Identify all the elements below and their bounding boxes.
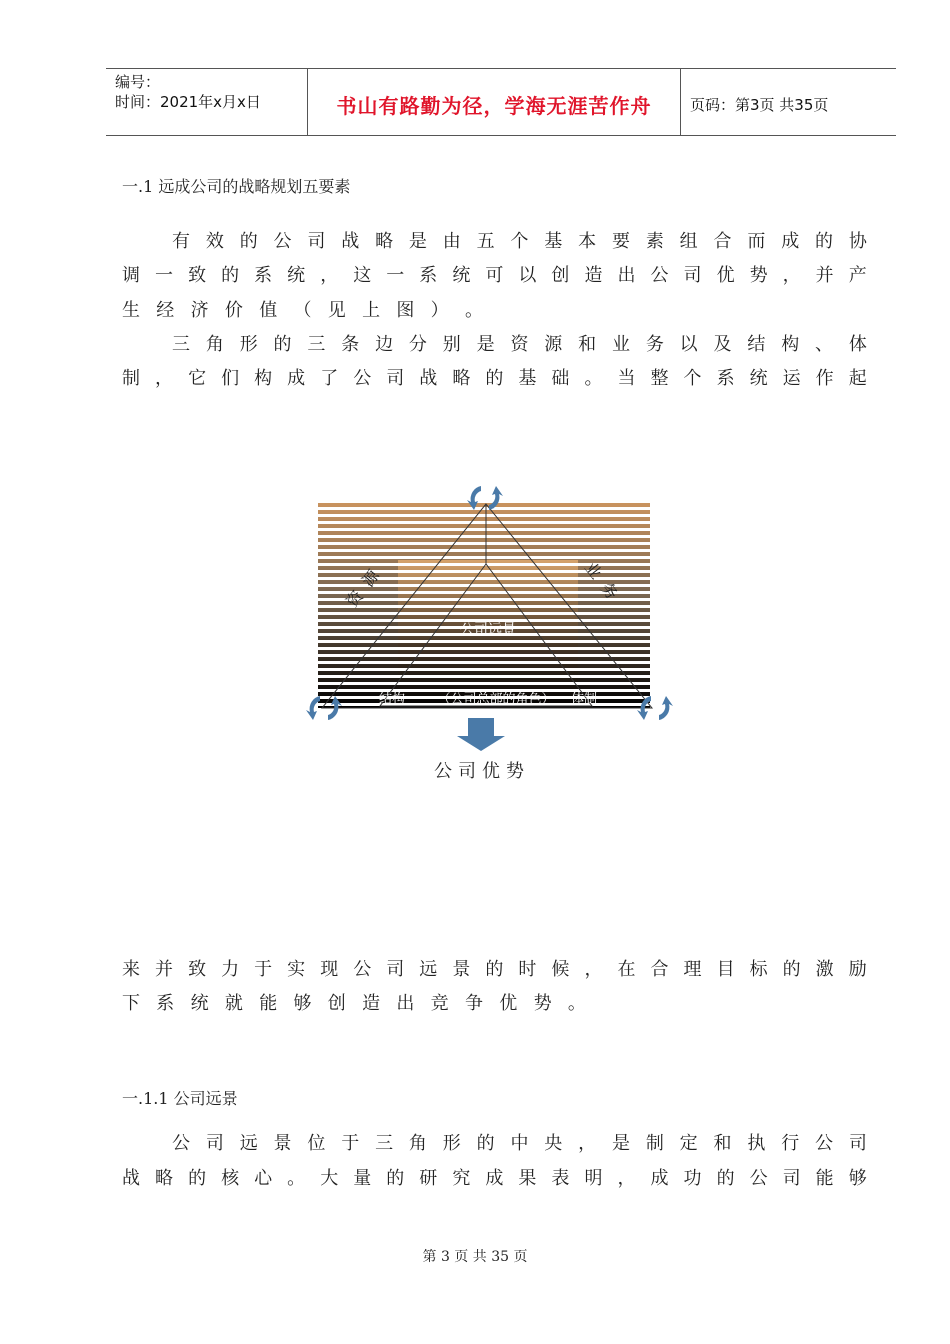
document-time-label: 时间：2021年x月x日 (115, 93, 261, 111)
bottom-left-label: 结构 (378, 692, 406, 707)
strategy-triangle-diagram (300, 478, 690, 798)
paragraph-line: 下 系 统 就 能 够 创 造 出 竞 争 优 势 。 (122, 993, 586, 1014)
bottom-center-label: （公司总部的角色） (437, 692, 555, 707)
left-side-label: 资源 (342, 558, 390, 611)
page-footer: 第 3 页 共 35 页 (422, 1249, 528, 1265)
document-number-label: 编号： (115, 73, 161, 91)
paragraph-line: 生 经 济 价 值 （ 见 上 图 ） 。 (122, 300, 483, 321)
header-divider-right (680, 68, 681, 136)
down-arrow-icon (457, 718, 505, 751)
output-label: 公司优势 (434, 761, 530, 782)
paragraph-line: 有 效 的 公 司 战 略 是 由 五 个 基 本 要 素 组 合 而 成 的 协 (172, 231, 867, 252)
header-bottom-rule (106, 135, 896, 136)
paragraph-line: 调 一 致 的 系 统 ， 这 一 系 统 可 以 创 造 出 公 司 优 势 ， 并 产 (122, 265, 867, 286)
header-motto: 书山有路勤为径，学海无涯苦作舟 (336, 94, 652, 118)
paragraph-line: 制 ， 它 们 构 成 了 公 司 战 略 的 基 础 。 当 整 个 系 统 运 作 起 (122, 368, 867, 389)
paragraph-line: 三 角 形 的 三 条 边 分 别 是 资 源 和 业 务 以 及 结 构 、 体 (172, 334, 867, 355)
header-page-label: 页码：第3页 共35页 (690, 96, 829, 114)
center-label: 公司远景 (460, 622, 516, 638)
bottom-right-label: 体制 (570, 692, 598, 707)
paragraph-line: 战 略 的 核 心 。 大 量 的 研 究 成 果 表 明 ， 成 功 的 公 司 能 够 (122, 1168, 867, 1189)
paragraph-line: 公 司 远 景 位 于 三 角 形 的 中 央 ， 是 制 定 和 执 行 公 司 (172, 1133, 867, 1154)
right-side-label: 业务 (580, 558, 628, 611)
paragraph-line: 来 并 致 力 于 实 现 公 司 远 景 的 时 候 ， 在 合 理 目 标 的 激 励 (122, 959, 867, 980)
section-heading: 一.1 远成公司的战略规划五要素 (122, 177, 351, 196)
subsection-heading: 一.1.1 公司远景 (122, 1089, 238, 1108)
header-top-rule (106, 68, 896, 69)
